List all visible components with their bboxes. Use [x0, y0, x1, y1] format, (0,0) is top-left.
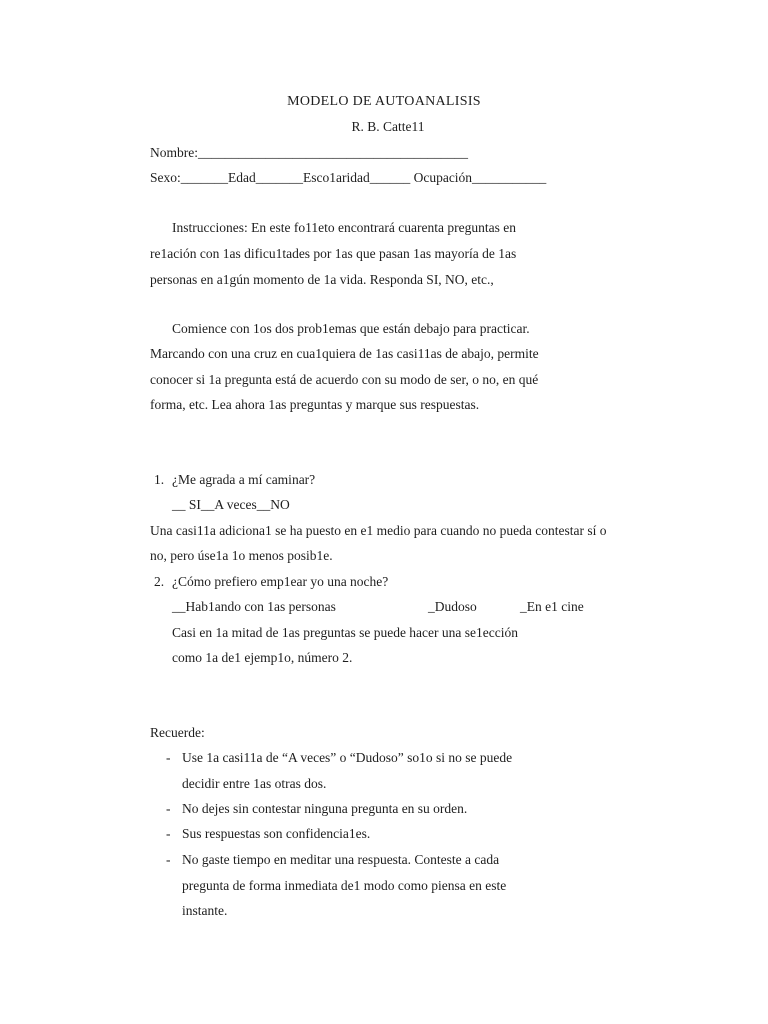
page-title: MODELO DE AUTOANALISIS	[287, 94, 481, 109]
note-line: no, pero úse1a 1o menos posib1e.	[150, 548, 333, 563]
question-number: 1.	[154, 472, 165, 487]
reminder-text: Sus respuestas son confidencia1es.	[182, 826, 371, 841]
answer-option-c: _En e1 cine	[520, 599, 584, 614]
question-number: 2.	[154, 574, 165, 589]
reminder-item	[166, 800, 467, 818]
paragraph-line: Marcando con una cruz en cua1quiera de 1as casi11as de abajo, permite	[150, 346, 539, 361]
reminder-text: instante.	[182, 903, 228, 918]
question-line	[154, 573, 388, 591]
reminder-text: Use 1a casi11a de “A veces” o “Dudoso” so1o si no se puede	[182, 750, 513, 765]
nombre-field: Nombre:________________________________________	[150, 145, 468, 160]
answer-option-a: __Hab1ando con 1as personas	[172, 599, 336, 614]
question-text: ¿Cómo prefiero emp1ear yo una noche?	[172, 574, 389, 589]
datos-field: Sexo:_______Edad_______Esco1aridad______ Ocupación___________	[150, 170, 547, 185]
note-line: Una casi11a adiciona1 se ha puesto en e1 medio para cuando no pueda contestar sí o	[150, 523, 607, 538]
author-line: R. B. Catte11	[351, 119, 425, 134]
paragraph-line: forma, etc. Lea ahora 1as preguntas y marque sus respuestas.	[150, 397, 480, 412]
reminder-item	[166, 825, 370, 843]
bullet-dash: -	[166, 852, 171, 867]
paragraph-line: Instrucciones: En este fo11eto encontrará cuarenta preguntas en	[172, 220, 516, 235]
reminder-text: No gaste tiempo en meditar una respuesta. Conteste a cada	[182, 852, 500, 867]
answer-option-b: _Dudoso	[428, 599, 477, 614]
reminder-text: decidir entre 1as otras dos.	[182, 776, 327, 791]
bullet-dash: -	[166, 826, 171, 841]
reminder-item	[166, 851, 499, 869]
paragraph-line: re1ación con 1as dificu1tades por 1as que pasan 1as mayoría de 1as	[150, 246, 517, 261]
reminder-text: No dejes sin contestar ninguna pregunta en su orden.	[182, 801, 468, 816]
reminder-item	[166, 749, 512, 767]
reminder-text: pregunta de forma inmediata de1 modo como piensa en este	[182, 878, 507, 893]
bullet-dash: -	[166, 801, 171, 816]
reminder-heading: Recuerde:	[150, 725, 205, 740]
bullet-dash: -	[166, 750, 171, 765]
paragraph-line: personas en a1gún momento de 1a vida. Responda SI, NO, etc.,	[150, 272, 494, 287]
question-text: ¿Me agrada a mí caminar?	[172, 472, 316, 487]
note-line: como 1a de1 ejemp1o, número 2.	[172, 650, 353, 665]
question-line	[154, 471, 315, 489]
paragraph-line: conocer si 1a pregunta está de acuerdo con su modo de ser, o no, en qué	[150, 372, 539, 387]
answer-options: __ SI__A veces__NO	[172, 497, 290, 512]
note-line: Casi en 1a mitad de 1as preguntas se puede hacer una se1ección	[172, 625, 518, 640]
paragraph-line: Comience con 1os dos prob1emas que están debajo para practicar.	[172, 321, 530, 336]
